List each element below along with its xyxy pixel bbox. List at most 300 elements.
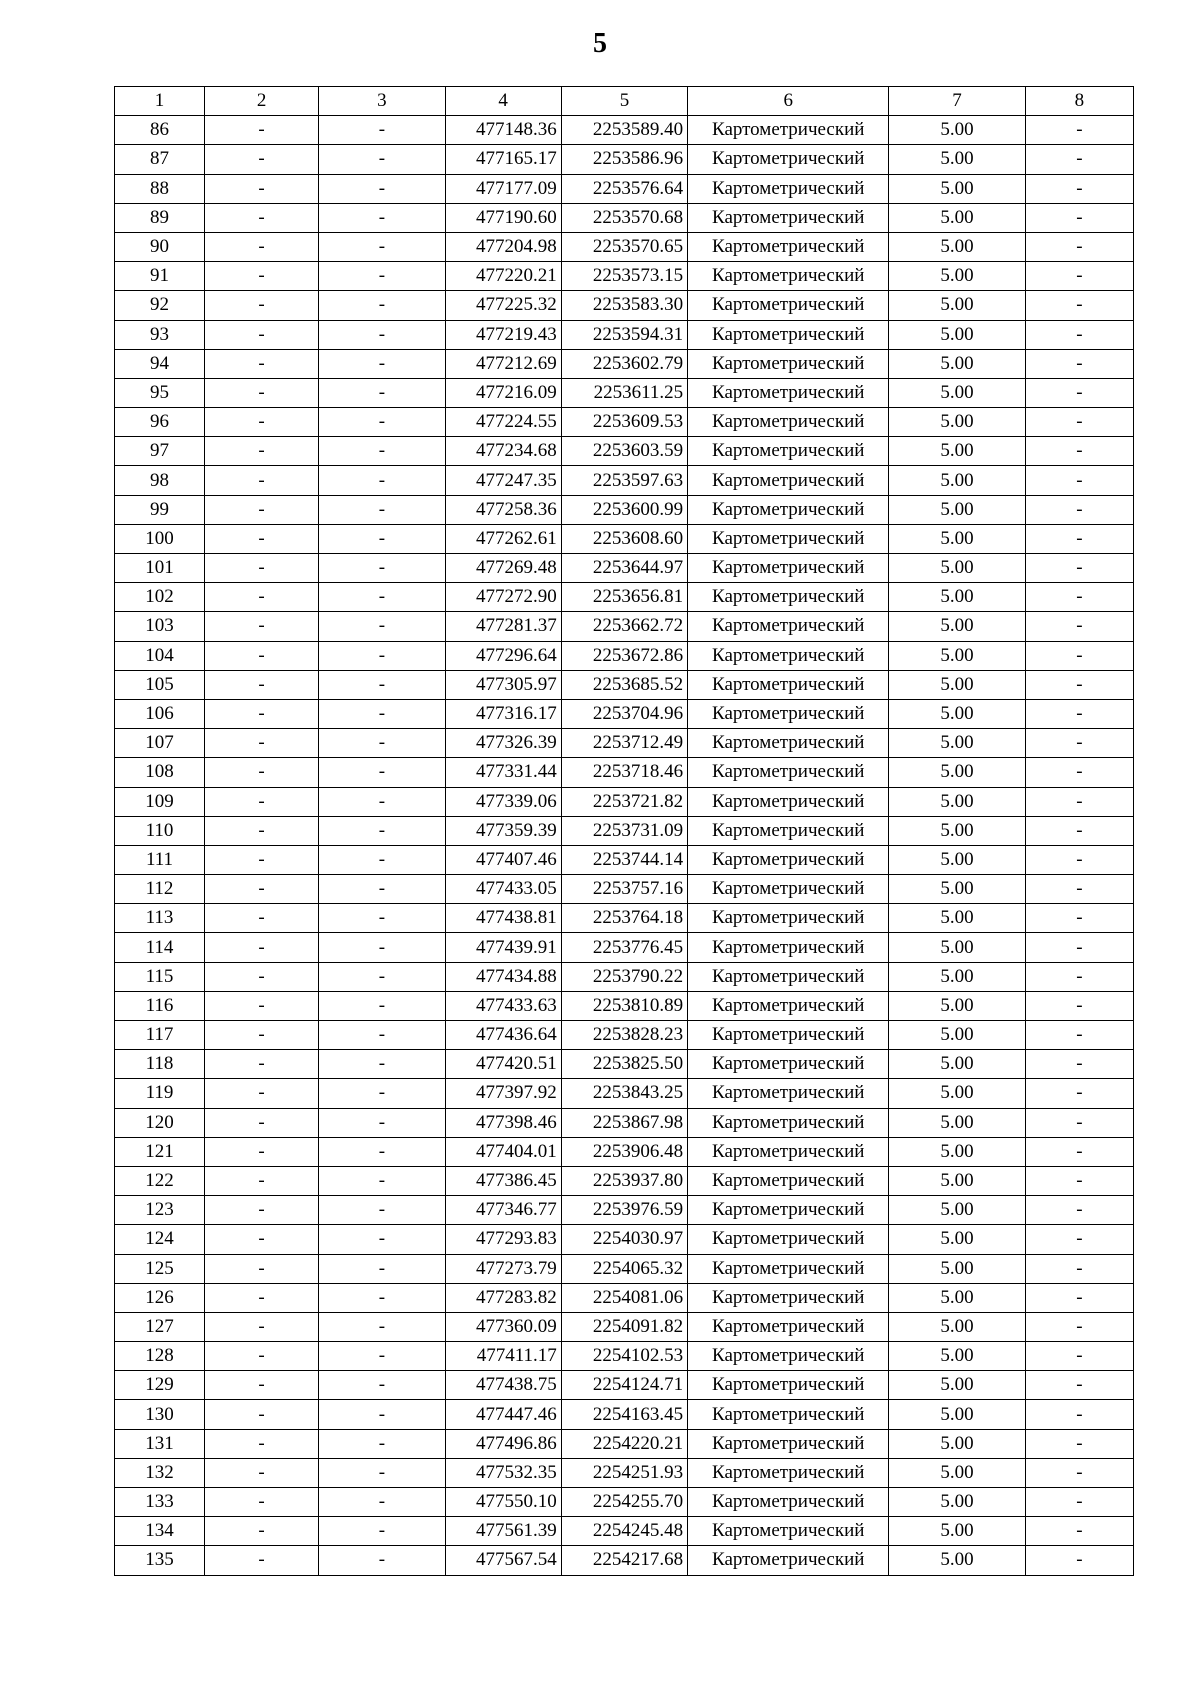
- table-cell: -: [319, 1283, 445, 1312]
- table-cell: -: [1025, 1079, 1133, 1108]
- table-cell: 5.00: [889, 291, 1025, 320]
- table-row: [115, 1050, 1134, 1079]
- table-cell: Картометрический: [688, 349, 889, 378]
- table-cell: -: [204, 1050, 318, 1079]
- table-cell: -: [1025, 758, 1133, 787]
- table-cell: 98: [115, 466, 205, 495]
- table-cell: -: [204, 1079, 318, 1108]
- table-cell: 477434.88: [445, 962, 561, 991]
- table-cell: 2253609.53: [561, 408, 687, 437]
- table-cell: 477436.64: [445, 1021, 561, 1050]
- table-row: [115, 1458, 1134, 1487]
- table-row: [115, 116, 1134, 145]
- table-cell: -: [319, 262, 445, 291]
- table-cell: 5.00: [889, 1488, 1025, 1517]
- table-row: [115, 1546, 1134, 1575]
- table-cell: Картометрический: [688, 1546, 889, 1575]
- table-cell: 477397.92: [445, 1079, 561, 1108]
- table-row: [115, 174, 1134, 203]
- table-cell: 2253776.45: [561, 933, 687, 962]
- table-row: [115, 583, 1134, 612]
- table-cell: 2253608.60: [561, 524, 687, 553]
- table-cell: 130: [115, 1400, 205, 1429]
- table-cell: 5.00: [889, 1050, 1025, 1079]
- table-cell: -: [204, 203, 318, 232]
- table-cell: -: [204, 1196, 318, 1225]
- table-cell: -: [204, 904, 318, 933]
- table-cell: 477550.10: [445, 1488, 561, 1517]
- table-cell: 5.00: [889, 699, 1025, 728]
- table-cell: Картометрический: [688, 699, 889, 728]
- column-header: 6: [688, 87, 889, 116]
- table-cell: -: [204, 1283, 318, 1312]
- table-cell: -: [204, 612, 318, 641]
- table-cell: -: [1025, 729, 1133, 758]
- table-cell: -: [319, 641, 445, 670]
- table-cell: -: [204, 1254, 318, 1283]
- table-cell: Картометрический: [688, 466, 889, 495]
- table-cell: 5.00: [889, 816, 1025, 845]
- table-cell: 2254081.06: [561, 1283, 687, 1312]
- table-cell: -: [1025, 1371, 1133, 1400]
- table-cell: Картометрический: [688, 845, 889, 874]
- table-cell: 5.00: [889, 845, 1025, 874]
- table-cell: 477561.39: [445, 1517, 561, 1546]
- table-cell: 5.00: [889, 962, 1025, 991]
- table-cell: -: [1025, 612, 1133, 641]
- table-cell: -: [319, 1021, 445, 1050]
- table-cell: 477148.36: [445, 116, 561, 145]
- table-cell: 477567.54: [445, 1546, 561, 1575]
- table-cell: 2253744.14: [561, 845, 687, 874]
- table-cell: -: [204, 758, 318, 787]
- table-cell: Картометрический: [688, 320, 889, 349]
- table-cell: 5.00: [889, 437, 1025, 466]
- table-cell: 5.00: [889, 1400, 1025, 1429]
- table-cell: -: [204, 729, 318, 758]
- table-cell: 5.00: [889, 1312, 1025, 1341]
- table-cell: 5.00: [889, 232, 1025, 261]
- table-row: [115, 991, 1134, 1020]
- table-row: [115, 291, 1134, 320]
- table-cell: Картометрический: [688, 1458, 889, 1487]
- table-cell: -: [1025, 1254, 1133, 1283]
- table-row: [115, 904, 1134, 933]
- table-cell: -: [1025, 524, 1133, 553]
- table-cell: Картометрический: [688, 1429, 889, 1458]
- table-cell: -: [204, 816, 318, 845]
- column-header: 1: [115, 87, 205, 116]
- table-cell: -: [319, 583, 445, 612]
- table-cell: -: [204, 1546, 318, 1575]
- table-cell: -: [1025, 583, 1133, 612]
- table-cell: 89: [115, 203, 205, 232]
- table-cell: -: [319, 378, 445, 407]
- table-cell: Картометрический: [688, 787, 889, 816]
- table-cell: 99: [115, 495, 205, 524]
- table-row: [115, 758, 1134, 787]
- table-cell: 5.00: [889, 1429, 1025, 1458]
- table-cell: -: [1025, 1400, 1133, 1429]
- table-row: [115, 729, 1134, 758]
- table-cell: 5.00: [889, 729, 1025, 758]
- table-cell: 118: [115, 1050, 205, 1079]
- table-cell: -: [319, 1254, 445, 1283]
- table-cell: 477190.60: [445, 203, 561, 232]
- table-cell: 477439.91: [445, 933, 561, 962]
- table-cell: 2253937.80: [561, 1166, 687, 1195]
- table-cell: 119: [115, 1079, 205, 1108]
- table-cell: -: [204, 1371, 318, 1400]
- table-row: [115, 787, 1134, 816]
- table-cell: 2254217.68: [561, 1546, 687, 1575]
- table-cell: 5.00: [889, 612, 1025, 641]
- table-row: [115, 1225, 1134, 1254]
- table-cell: 5.00: [889, 1166, 1025, 1195]
- table-cell: 477293.83: [445, 1225, 561, 1254]
- table-cell: 5.00: [889, 1225, 1025, 1254]
- table-cell: -: [319, 933, 445, 962]
- table-cell: 2254220.21: [561, 1429, 687, 1458]
- table-row: [115, 1342, 1134, 1371]
- table-cell: 477386.45: [445, 1166, 561, 1195]
- table-cell: 100: [115, 524, 205, 553]
- table-cell: -: [204, 1225, 318, 1254]
- table-row: [115, 1137, 1134, 1166]
- table-cell: -: [319, 1546, 445, 1575]
- table-cell: -: [204, 320, 318, 349]
- table-cell: 477269.48: [445, 554, 561, 583]
- table-cell: -: [319, 203, 445, 232]
- table-cell: 2253597.63: [561, 466, 687, 495]
- table-cell: 5.00: [889, 1108, 1025, 1137]
- table-cell: 120: [115, 1108, 205, 1137]
- table-cell: 92: [115, 291, 205, 320]
- table-cell: -: [204, 378, 318, 407]
- table-cell: 5.00: [889, 1283, 1025, 1312]
- table-cell: 477281.37: [445, 612, 561, 641]
- table-cell: 477447.46: [445, 1400, 561, 1429]
- table-cell: 477339.06: [445, 787, 561, 816]
- table-cell: -: [319, 291, 445, 320]
- table-cell: -: [1025, 232, 1133, 261]
- table-cell: -: [1025, 378, 1133, 407]
- table-cell: -: [204, 933, 318, 962]
- table-cell: 5.00: [889, 1196, 1025, 1225]
- table-cell: -: [1025, 1021, 1133, 1050]
- table-cell: -: [1025, 174, 1133, 203]
- table-cell: -: [319, 816, 445, 845]
- table-cell: 102: [115, 583, 205, 612]
- table-cell: -: [204, 641, 318, 670]
- table-cell: -: [319, 729, 445, 758]
- table-cell: Картометрический: [688, 554, 889, 583]
- table-cell: 477272.90: [445, 583, 561, 612]
- table-cell: -: [319, 1312, 445, 1341]
- table-cell: -: [204, 1312, 318, 1341]
- table-cell: 114: [115, 933, 205, 962]
- table-cell: 132: [115, 1458, 205, 1487]
- table-cell: 5.00: [889, 1342, 1025, 1371]
- table-row: [115, 699, 1134, 728]
- table-cell: -: [1025, 1517, 1133, 1546]
- table-cell: 2253600.99: [561, 495, 687, 524]
- table-row: [115, 524, 1134, 553]
- table-cell: 5.00: [889, 349, 1025, 378]
- table-cell: 2254065.32: [561, 1254, 687, 1283]
- table-cell: -: [319, 1400, 445, 1429]
- table-cell: -: [204, 991, 318, 1020]
- table-cell: 128: [115, 1342, 205, 1371]
- table-cell: -: [1025, 1225, 1133, 1254]
- table-cell: -: [204, 1488, 318, 1517]
- coordinates-table: [114, 86, 1134, 1576]
- table-cell: -: [1025, 1546, 1133, 1575]
- table-cell: -: [204, 116, 318, 145]
- table-cell: Картометрический: [688, 1254, 889, 1283]
- table-cell: 477204.98: [445, 232, 561, 261]
- column-header: 7: [889, 87, 1025, 116]
- table-cell: -: [1025, 1342, 1133, 1371]
- table-cell: -: [319, 699, 445, 728]
- table-cell: 2253790.22: [561, 962, 687, 991]
- table-cell: -: [1025, 1312, 1133, 1341]
- table-cell: 126: [115, 1283, 205, 1312]
- table-cell: 103: [115, 612, 205, 641]
- table-cell: -: [204, 174, 318, 203]
- table-cell: -: [1025, 933, 1133, 962]
- table-cell: -: [319, 1342, 445, 1371]
- table-cell: 91: [115, 262, 205, 291]
- table-cell: -: [204, 845, 318, 874]
- column-header: 4: [445, 87, 561, 116]
- table-cell: 477165.17: [445, 145, 561, 174]
- table-cell: -: [319, 612, 445, 641]
- table-cell: 477331.44: [445, 758, 561, 787]
- table-cell: 134: [115, 1517, 205, 1546]
- table-cell: 5.00: [889, 174, 1025, 203]
- table-cell: -: [204, 1400, 318, 1429]
- table-cell: 5.00: [889, 1021, 1025, 1050]
- table-cell: 477283.82: [445, 1283, 561, 1312]
- table-cell: 477316.17: [445, 699, 561, 728]
- table-row: [115, 962, 1134, 991]
- table-cell: 105: [115, 670, 205, 699]
- table-cell: 123: [115, 1196, 205, 1225]
- table-cell: 2253704.96: [561, 699, 687, 728]
- table-row: [115, 1371, 1134, 1400]
- table-row: [115, 378, 1134, 407]
- table-cell: -: [204, 349, 318, 378]
- table-cell: -: [319, 904, 445, 933]
- column-header: 5: [561, 87, 687, 116]
- table-cell: 477305.97: [445, 670, 561, 699]
- table-cell: 477438.81: [445, 904, 561, 933]
- table-cell: 5.00: [889, 641, 1025, 670]
- table-row: [115, 1429, 1134, 1458]
- table-cell: -: [204, 291, 318, 320]
- table-cell: 477219.43: [445, 320, 561, 349]
- table-cell: Картометрический: [688, 991, 889, 1020]
- table-cell: 116: [115, 991, 205, 1020]
- table-cell: -: [319, 408, 445, 437]
- table-cell: -: [319, 670, 445, 699]
- table-cell: -: [319, 437, 445, 466]
- table-cell: Картометрический: [688, 495, 889, 524]
- table-cell: 5.00: [889, 524, 1025, 553]
- table-cell: 2253573.15: [561, 262, 687, 291]
- table-cell: Картометрический: [688, 583, 889, 612]
- table-cell: 5.00: [889, 758, 1025, 787]
- table-row: [115, 670, 1134, 699]
- header-row: [115, 87, 1134, 116]
- table-cell: 5.00: [889, 787, 1025, 816]
- table-cell: Картометрический: [688, 1342, 889, 1371]
- table-cell: Картометрический: [688, 816, 889, 845]
- table-cell: -: [319, 1166, 445, 1195]
- table-row: [115, 933, 1134, 962]
- table-cell: 2253825.50: [561, 1050, 687, 1079]
- table-cell: 5.00: [889, 1371, 1025, 1400]
- table-cell: Картометрический: [688, 875, 889, 904]
- table-cell: -: [204, 1342, 318, 1371]
- table-cell: 2253570.68: [561, 203, 687, 232]
- table-cell: 5.00: [889, 378, 1025, 407]
- table-cell: -: [204, 495, 318, 524]
- table-cell: -: [1025, 408, 1133, 437]
- table-cell: 110: [115, 816, 205, 845]
- table-cell: Картометрический: [688, 437, 889, 466]
- table-cell: 131: [115, 1429, 205, 1458]
- table-cell: 5.00: [889, 1254, 1025, 1283]
- table-cell: -: [1025, 875, 1133, 904]
- table-cell: 2253906.48: [561, 1137, 687, 1166]
- table-row: [115, 1079, 1134, 1108]
- table-cell: 477346.77: [445, 1196, 561, 1225]
- table-cell: -: [1025, 1488, 1133, 1517]
- table-cell: Картометрический: [688, 962, 889, 991]
- table-cell: 108: [115, 758, 205, 787]
- table-cell: 5.00: [889, 116, 1025, 145]
- table-row: [115, 875, 1134, 904]
- table-cell: 127: [115, 1312, 205, 1341]
- table-cell: Картометрический: [688, 670, 889, 699]
- table-cell: 2254091.82: [561, 1312, 687, 1341]
- table-cell: -: [1025, 1429, 1133, 1458]
- table-cell: -: [1025, 466, 1133, 495]
- table-cell: 2254255.70: [561, 1488, 687, 1517]
- table-cell: -: [204, 262, 318, 291]
- table-cell: -: [204, 554, 318, 583]
- table-cell: -: [204, 1021, 318, 1050]
- table-row: [115, 1517, 1134, 1546]
- table-cell: Картометрический: [688, 203, 889, 232]
- table-row: [115, 203, 1134, 232]
- table-cell: 2253731.09: [561, 816, 687, 845]
- table-cell: 2253611.25: [561, 378, 687, 407]
- table-cell: 2253843.25: [561, 1079, 687, 1108]
- table-cell: 93: [115, 320, 205, 349]
- table-cell: -: [1025, 291, 1133, 320]
- table-cell: -: [1025, 962, 1133, 991]
- table-cell: Картометрический: [688, 1166, 889, 1195]
- table-cell: 477404.01: [445, 1137, 561, 1166]
- table-cell: Картометрический: [688, 232, 889, 261]
- table-cell: 477234.68: [445, 437, 561, 466]
- table-cell: -: [319, 1488, 445, 1517]
- table-row: [115, 1400, 1134, 1429]
- table-row: [115, 1254, 1134, 1283]
- table-cell: Картометрический: [688, 1517, 889, 1546]
- table-cell: -: [204, 787, 318, 816]
- table-row: [115, 320, 1134, 349]
- table-cell: -: [1025, 116, 1133, 145]
- table-cell: -: [1025, 1196, 1133, 1225]
- table-cell: 115: [115, 962, 205, 991]
- table-cell: 2253644.97: [561, 554, 687, 583]
- table-cell: 477532.35: [445, 1458, 561, 1487]
- table-cell: Картометрический: [688, 612, 889, 641]
- table-cell: -: [1025, 203, 1133, 232]
- table-cell: 101: [115, 554, 205, 583]
- table-cell: -: [204, 962, 318, 991]
- table-cell: -: [319, 1458, 445, 1487]
- table-cell: -: [319, 495, 445, 524]
- table-cell: -: [204, 670, 318, 699]
- table-cell: 2253757.16: [561, 875, 687, 904]
- table-cell: 2253721.82: [561, 787, 687, 816]
- table-cell: -: [1025, 320, 1133, 349]
- table-cell: 5.00: [889, 1137, 1025, 1166]
- table-cell: 5.00: [889, 262, 1025, 291]
- table-cell: 477360.09: [445, 1312, 561, 1341]
- table-cell: -: [319, 845, 445, 874]
- table-cell: 2253976.59: [561, 1196, 687, 1225]
- table-cell: Картометрический: [688, 262, 889, 291]
- table-cell: 477273.79: [445, 1254, 561, 1283]
- table-cell: 2253594.31: [561, 320, 687, 349]
- table-cell: 2253672.86: [561, 641, 687, 670]
- table-cell: 106: [115, 699, 205, 728]
- table-cell: 111: [115, 845, 205, 874]
- table-cell: 129: [115, 1371, 205, 1400]
- table-cell: 2253828.23: [561, 1021, 687, 1050]
- table-cell: -: [319, 875, 445, 904]
- table-cell: Картометрический: [688, 291, 889, 320]
- table-cell: 477220.21: [445, 262, 561, 291]
- table-cell: -: [1025, 816, 1133, 845]
- table-cell: 5.00: [889, 991, 1025, 1020]
- table-cell: 477359.39: [445, 816, 561, 845]
- table-cell: -: [1025, 495, 1133, 524]
- table-cell: -: [1025, 1458, 1133, 1487]
- table-cell: 86: [115, 116, 205, 145]
- table-cell: -: [319, 320, 445, 349]
- page-number: 5: [593, 28, 607, 59]
- table-row: [115, 145, 1134, 174]
- table-cell: -: [204, 1108, 318, 1137]
- table-cell: -: [319, 1050, 445, 1079]
- table-cell: 5.00: [889, 554, 1025, 583]
- table-cell: -: [1025, 1166, 1133, 1195]
- table-cell: 109: [115, 787, 205, 816]
- table-cell: Картометрический: [688, 408, 889, 437]
- table-row: [115, 466, 1134, 495]
- table-cell: Картометрический: [688, 1371, 889, 1400]
- table-cell: 5.00: [889, 583, 1025, 612]
- table-cell: 2253602.79: [561, 349, 687, 378]
- table-cell: 477398.46: [445, 1108, 561, 1137]
